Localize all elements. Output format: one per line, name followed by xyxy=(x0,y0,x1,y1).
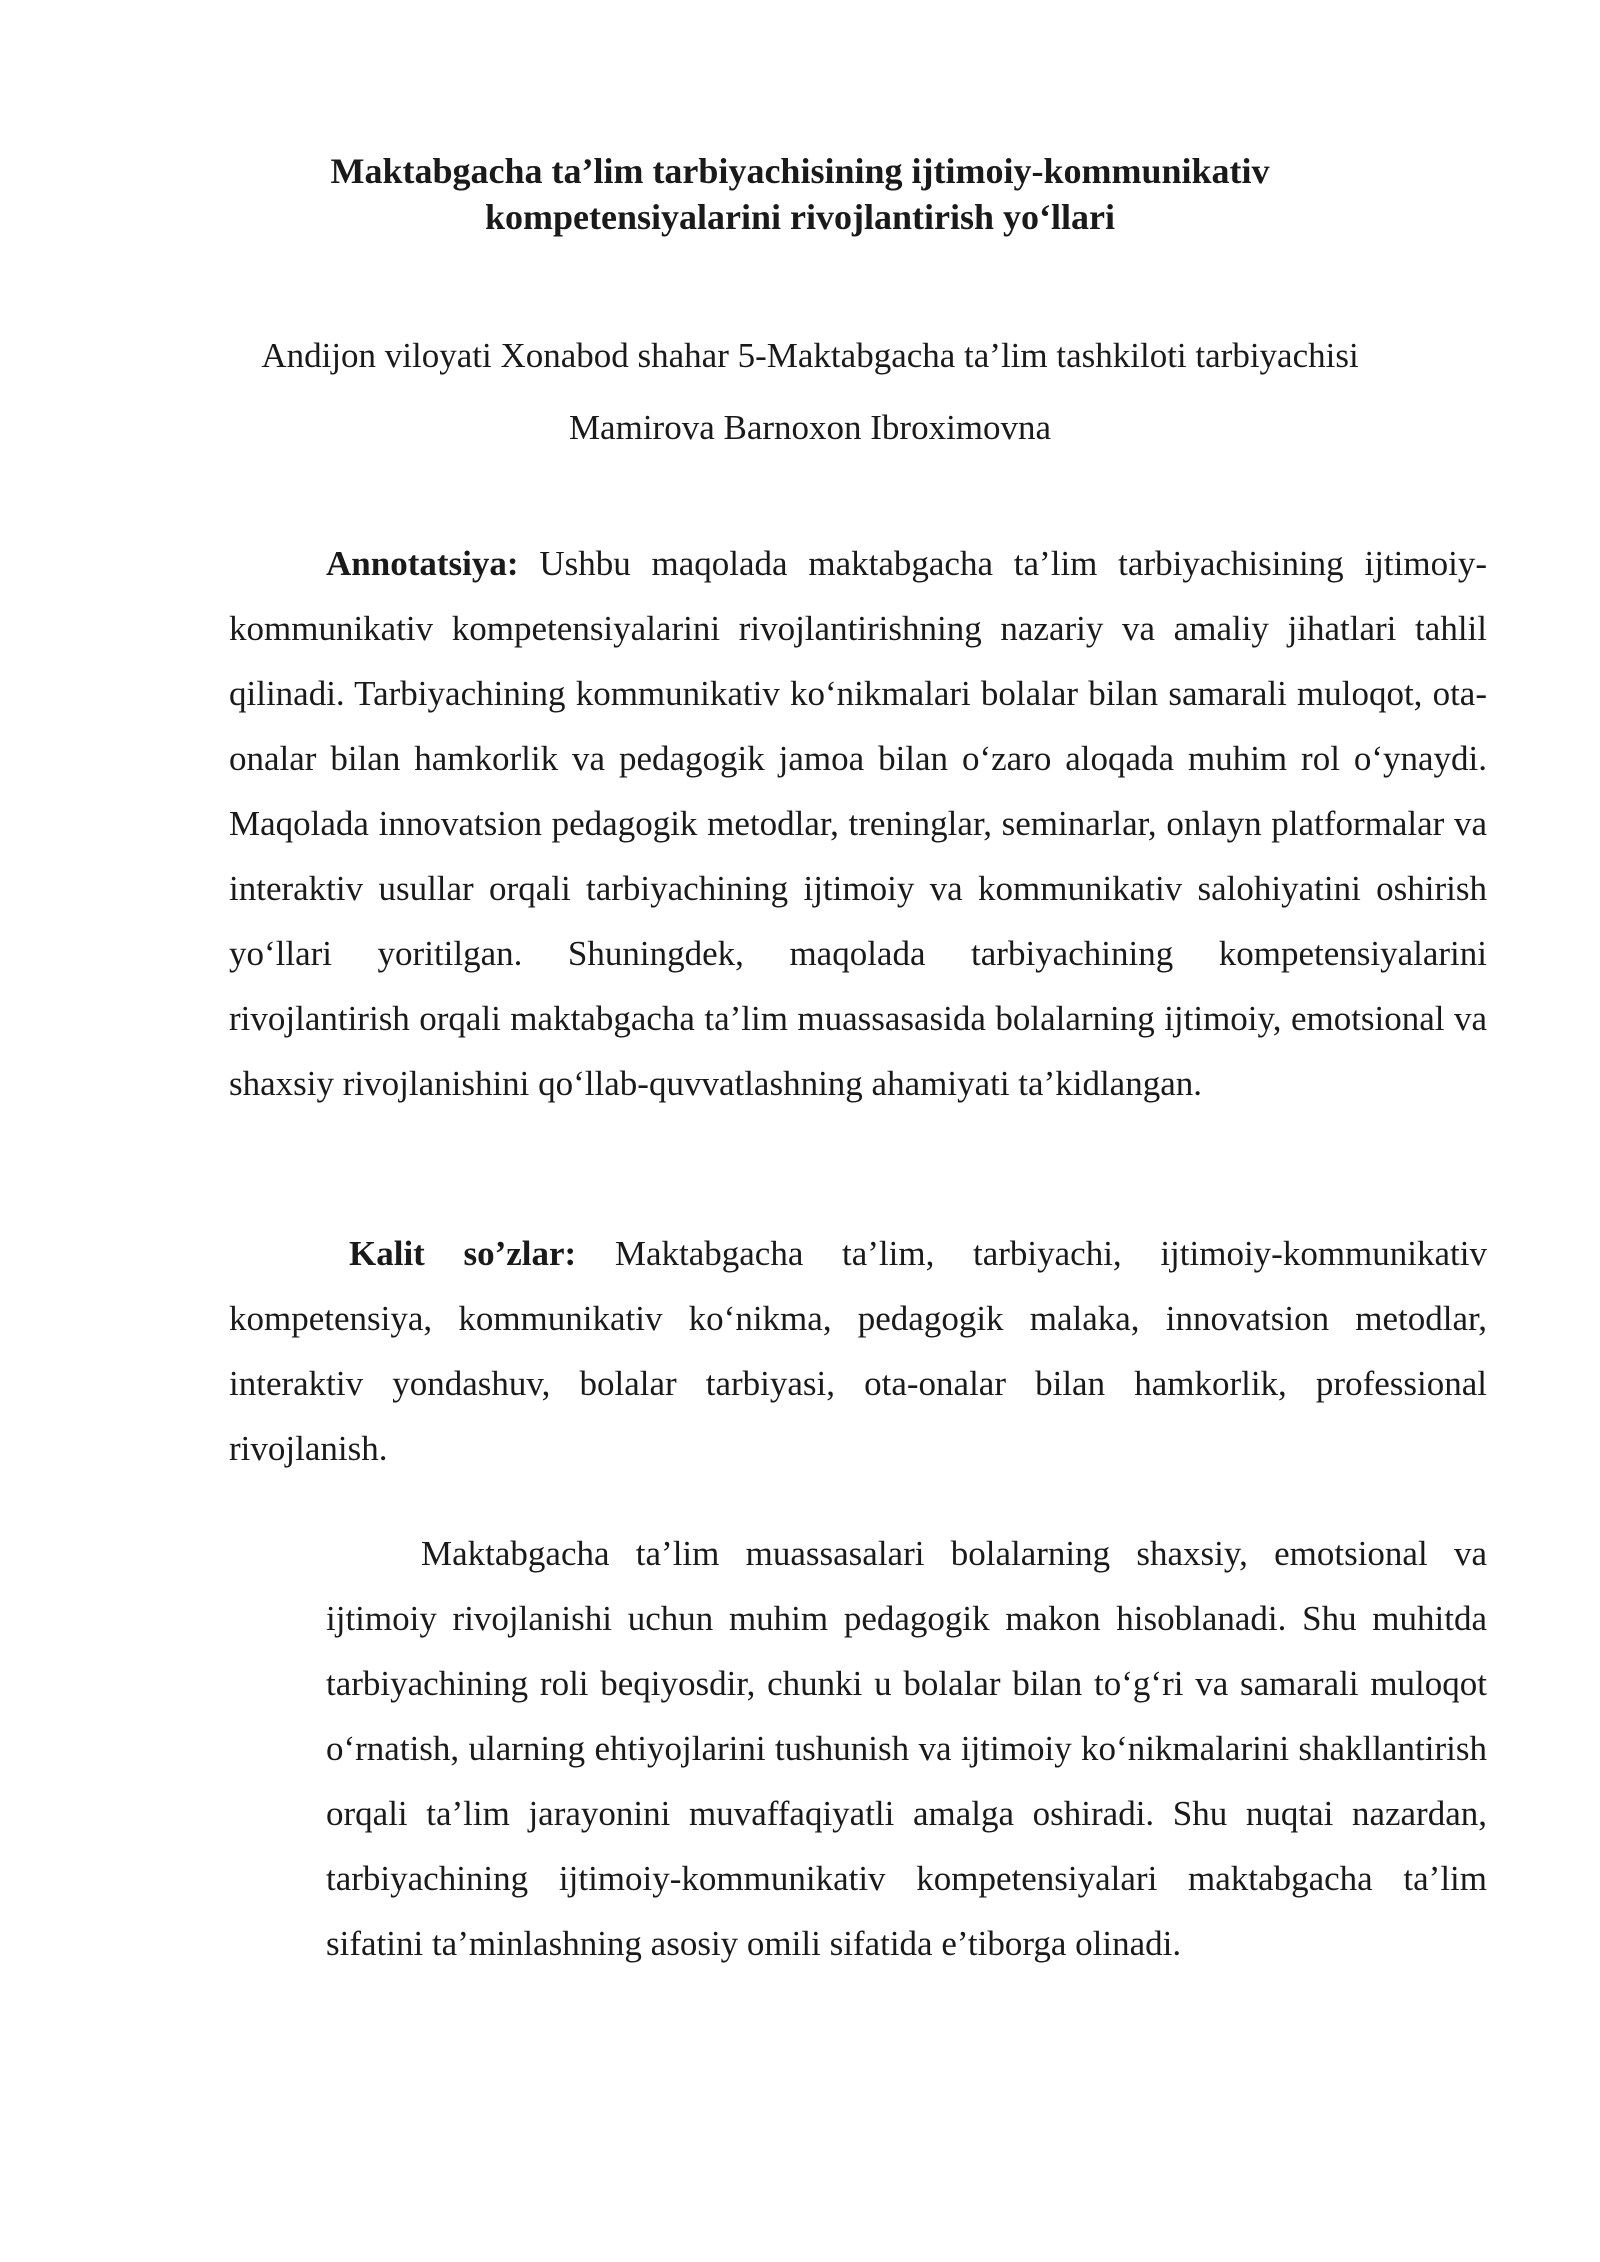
article-title xyxy=(230,148,1370,240)
body-paragraph: Maktabgacha ta’lim muassasalari bolalarning shaxsiy, emotsional va ijtimoiy rivojlanishi uchun muhim pedagogik makon hisoblanadi. Shu muhitda tarbiyachining roli beqiyosdir, chunki u bolalar bilan to‘g‘ri va samarali muloqot o‘rnatish, ularning ehtiyojlarini tushunish va ijtimoiy ko‘nikmalarini shakllantirish orqali ta’lim jarayonini muvaffaqiyatli amalga oshiradi. Shu nuqtai nazardan, tarbiyachining ijtimoiy-kommunikativ kompetensiyalari maktabgacha ta’lim sifatini ta’minlashning asosiy omili sifatida e’tiborga olinadi. xyxy=(326,1534,1487,1963)
article-title-line-1: Maktabgacha ta’lim tarbiyachisining ijtimoiy-kommunikativ xyxy=(330,151,1270,191)
article-title-line-2: kompetensiyalarini rivojlantirish yo‘llari xyxy=(485,197,1115,237)
author-affiliation: Andijon viloyati Xonabod shahar 5-Maktabgacha ta’lim tashkiloti tarbiyachisi xyxy=(261,336,1359,375)
abstract-paragraph xyxy=(229,531,1487,1116)
keywords-text: Maktabgacha ta’lim, tarbiyachi, ijtimoiy-kommunikativ kompetensiya, kommunikativ ko‘nikma, pedagogik malaka, innovatsion metodlar, interaktiv yondashuv, bolalar tarbiyasi, ota-onalar bilan hamkorlik, professional rivojlanish. xyxy=(229,1234,1487,1468)
author-name: Mamirova Barnoxon Ibroximovna xyxy=(568,408,1052,447)
keywords-label: Kalit so’zlar: xyxy=(349,1234,577,1273)
abstract-text: Ushbu maqolada maktabgacha ta’lim tarbiyachisining ijtimoiy-kommunikativ kompetensiyalarini rivojlantirishning nazariy va amaliy jihatlari tahlil qilinadi. Tarbiyachining kommunikativ ko‘nikmalari bolalar bilan samarali muloqot, ota-onalar bilan hamkorlik va pedagogik jamoa bilan o‘zaro aloqada muhim rol o‘ynaydi. Maqolada innovatsion pedagogik metodlar, treninglar, seminarlar, onlayn platformalar va interaktiv usullar orqali tarbiyachining ijtimoiy va kommunikativ salohiyatini oshirish yo‘llari yoritilgan. Shuningdek, maqolada tarbiyachining kompetensiyalarini rivojlantirish orqali maktabgacha ta’lim muassasasida bolalarning ijtimoiy, emotsional va shaxsiy rivojlanishini qo‘llab-quvvatlashning ahamiyati ta’kidlangan. xyxy=(229,544,1487,1103)
keywords-paragraph xyxy=(229,1221,1487,1481)
abstract-label: Annotatsiya: xyxy=(326,544,519,583)
